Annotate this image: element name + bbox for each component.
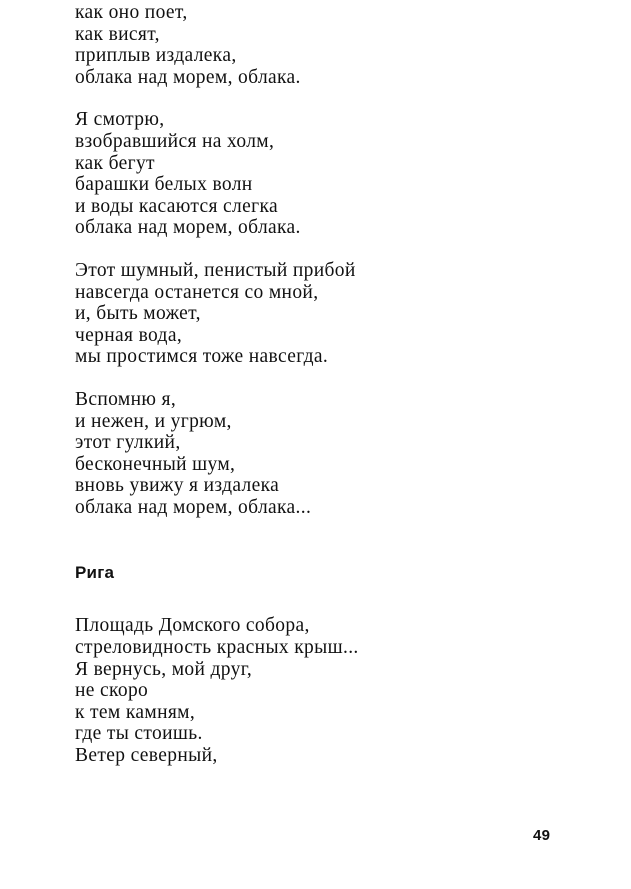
poem-line: облака над морем, облака.: [75, 217, 301, 239]
poem-line: где ты стоишь.: [75, 723, 203, 745]
poem-line: Ветер северный,: [75, 745, 218, 767]
poem-line: и нежен, и угрюм,: [75, 410, 232, 432]
poem-line: вновь увижу я издалека: [75, 475, 280, 497]
poem-line: облака над морем, облака.: [75, 66, 301, 88]
poem-line: Площадь Домского собора,: [75, 615, 310, 637]
page-text: [75, 2, 575, 767]
poem-line: облака над морем, облака...: [75, 496, 312, 518]
poem-line: мы простимся тоже навсегда.: [75, 346, 329, 368]
poem-line: стреловидность красных крыш...: [75, 637, 359, 659]
poem-line: навсегда останется со мной,: [75, 281, 319, 303]
poem-line: не скоро: [75, 680, 149, 702]
poem-line: как висят,: [75, 23, 160, 45]
poem-title: Рига: [75, 563, 115, 583]
poem-line: к тем камням,: [75, 701, 196, 723]
poem-line: приплыв издалека,: [75, 45, 237, 67]
poem-line: и, быть может,: [75, 303, 201, 325]
poem-line: Я вернусь, мой друг,: [75, 658, 253, 680]
poem-line: взобравшийся на холм,: [75, 130, 275, 152]
poem-line: как оно поет,: [75, 2, 188, 23]
poem-line: Вспомню я,: [75, 388, 177, 410]
poem-line: как бегут: [75, 152, 155, 174]
poem-line: и воды касаются слегка: [75, 195, 278, 217]
poem-line: Я смотрю,: [75, 109, 165, 131]
stanza-riga-1: [75, 615, 575, 766]
poem-line: бесконечный шум,: [75, 453, 236, 475]
stanza-3: [75, 260, 575, 368]
stanza-4: [75, 389, 575, 519]
poem-line: барашки белых волн: [75, 174, 253, 196]
poem-line: Этот шумный, пенистый прибой: [75, 259, 356, 281]
page-number: 49: [533, 827, 551, 844]
stanza-2: [75, 109, 575, 239]
stanza-1: [75, 2, 575, 88]
poem-line: этот гулкий,: [75, 432, 181, 454]
poem-line: черная вода,: [75, 324, 183, 346]
